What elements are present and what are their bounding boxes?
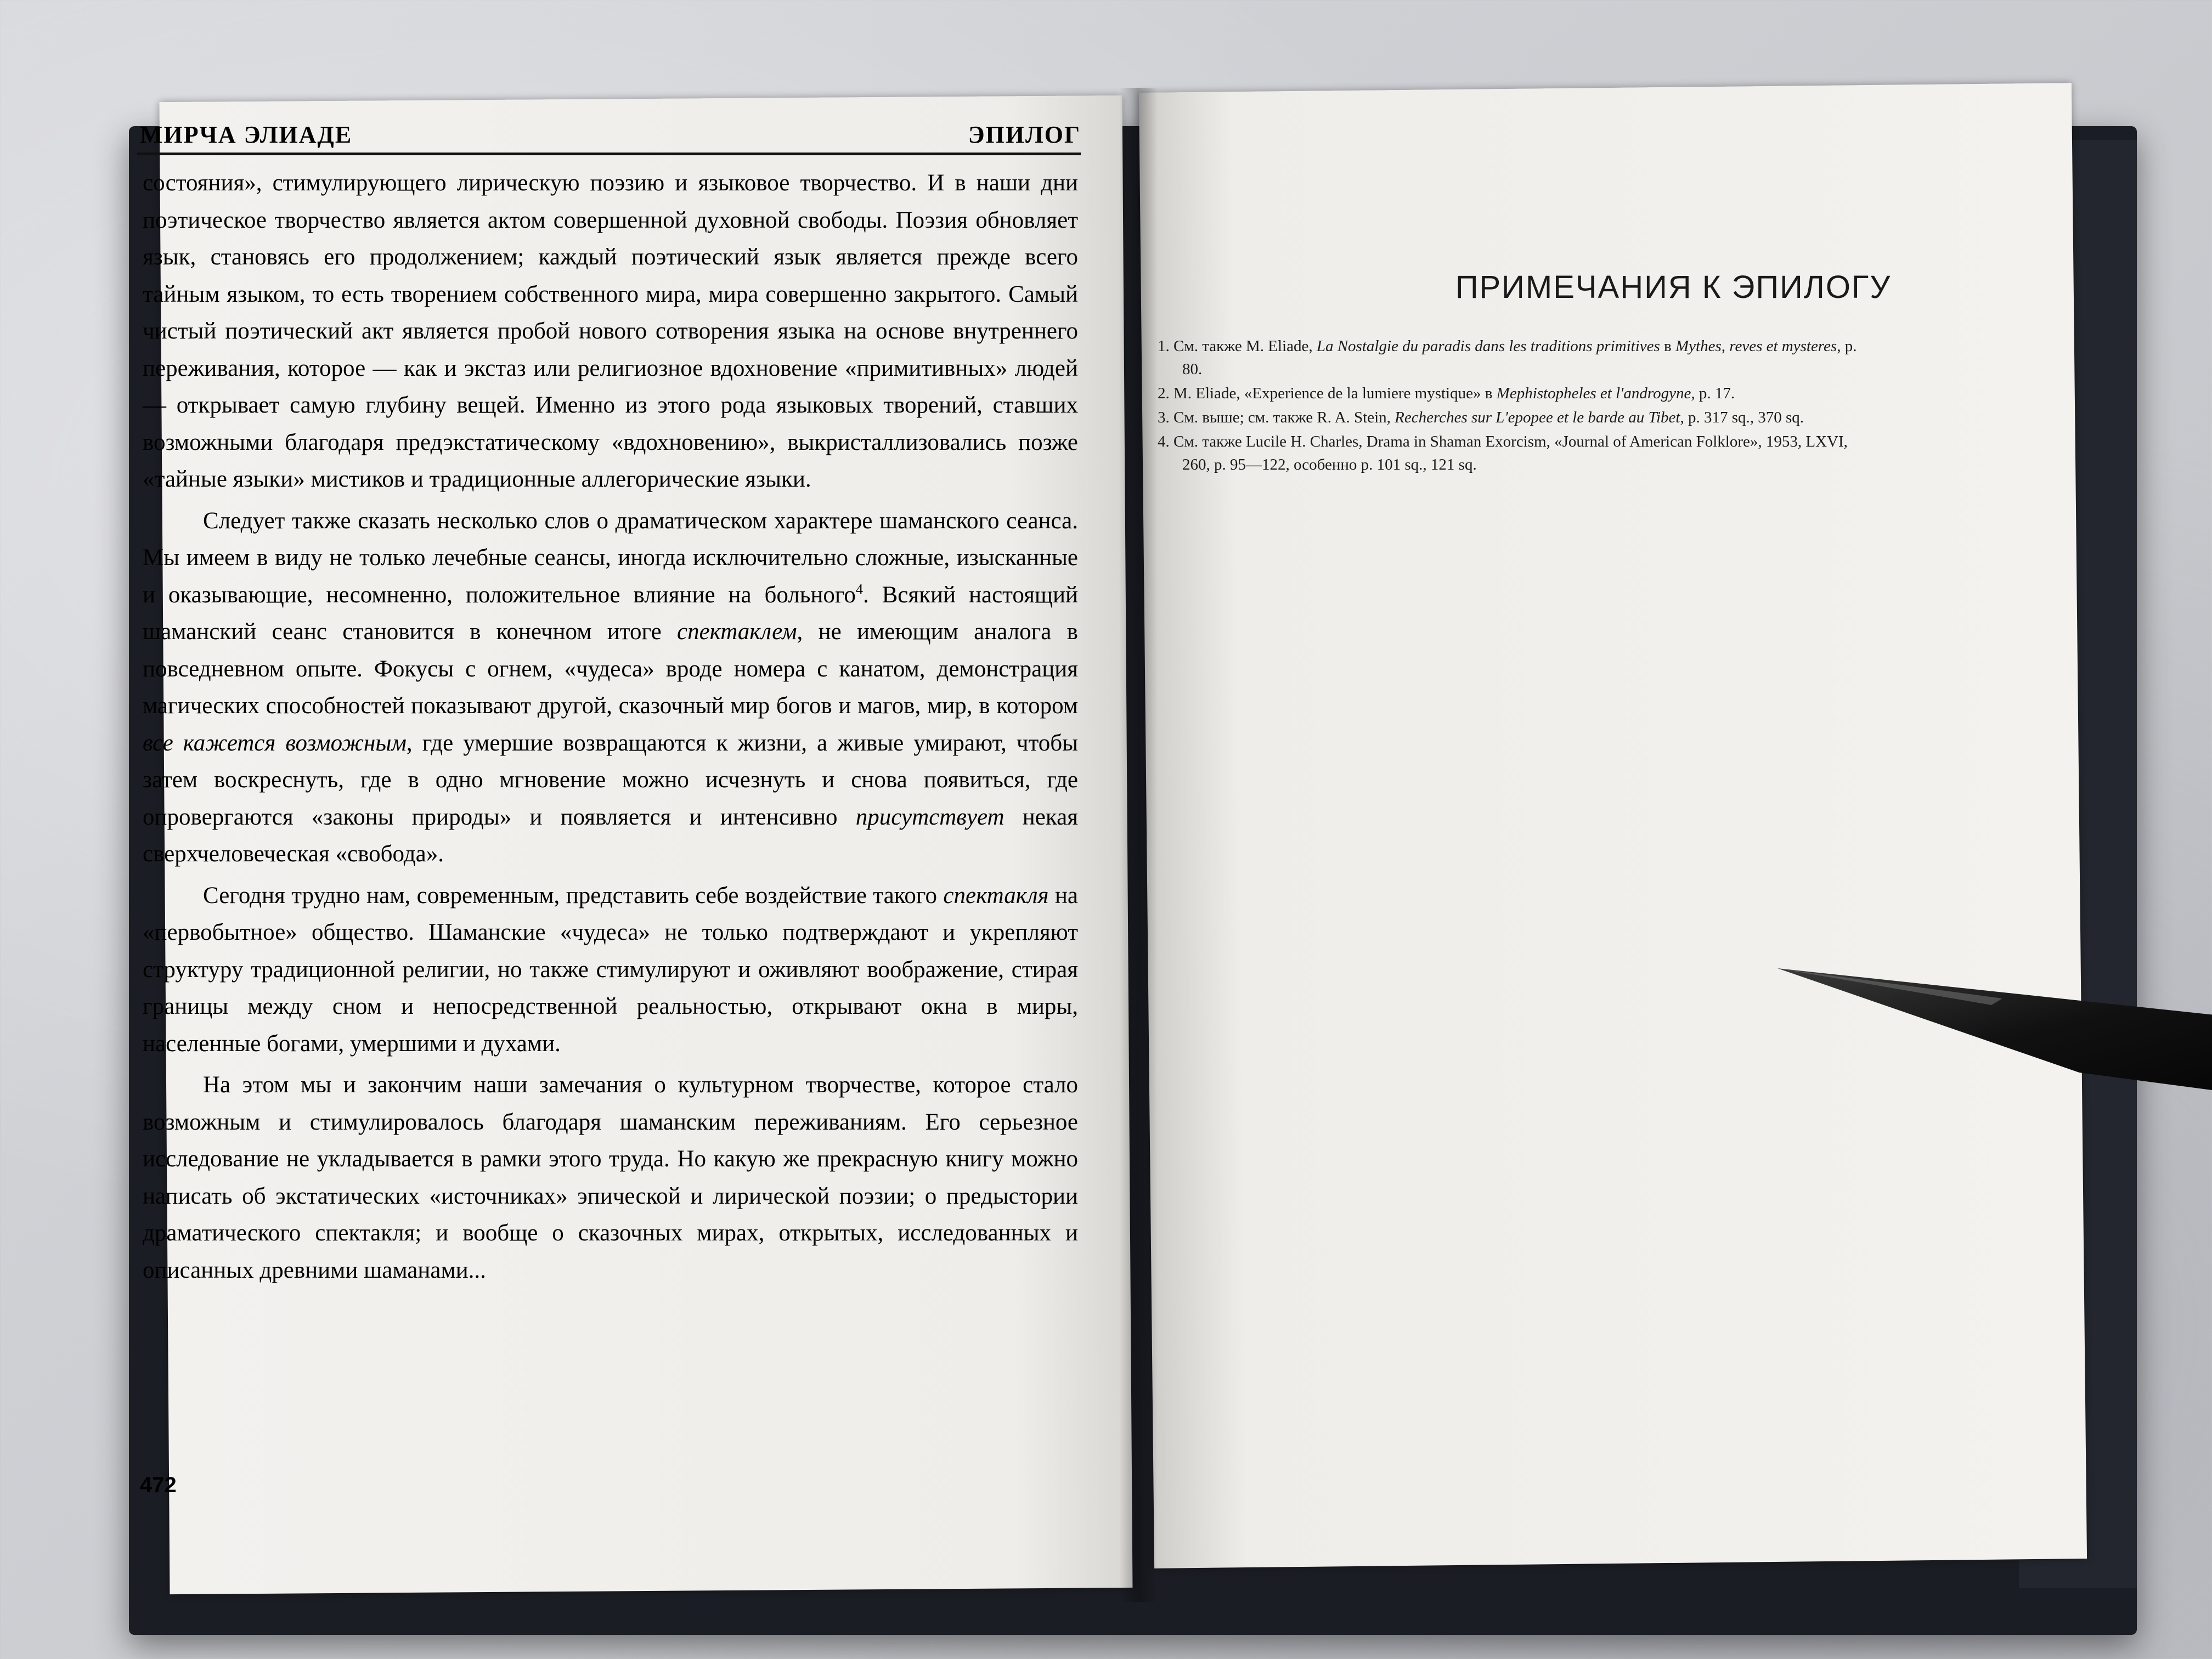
notes-title: ПРИМЕЧАНИЯ К ЭПИЛОГУ	[1455, 269, 1892, 305]
note-item	[1158, 335, 1876, 381]
paragraph-2-text: , где умершие возвращаются к жизни, а живые умирают, чтобы затем воскреснуть, где в одно мгновение можно исчезнуть и снова появиться, где опровергаются «законы природы» и появляется и интенсивно	[143, 730, 1078, 830]
note-text: , p. 17.	[1691, 385, 1735, 402]
note-emphasis: La Nostalgie du paradis dans les traditions primitives	[1316, 337, 1660, 355]
paragraph-2-text: некая сверхчеловеческая «свобода».	[143, 804, 1078, 867]
header-rule	[137, 153, 1081, 155]
note-item	[1158, 430, 1876, 476]
paragraph-2-emphasis: присутствует	[855, 804, 1005, 830]
paragraph-2-text: , не имеющим аналога в повседневном опыте. Фокусы с огнем, «чудеса» вроде номера с канатом, демонстрация магических способностей показывают другой, сказочный мир богов и магов, мир, в котором	[143, 619, 1078, 719]
pen-tip-icon	[1772, 955, 2212, 1097]
paragraph-3-emphasis: спектакля	[943, 882, 1049, 909]
running-head-section: ЭПИЛОГ	[968, 121, 1081, 148]
paragraph-2-emphasis: спектаклем	[676, 619, 797, 645]
paragraph-4: На этом мы и закончим наши замечания о культурном творчестве, которое стало возможным и стимулировалось благодаря шаманским переживаниям. Его серьезное исследование не укладывается в рамки этого труда. Но какую же прекрасную книгу можно написать об экстатических «источниках» эпической и лирической поэзии; о предыстории драматического спектакля; и вообще о сказочных мирах, открытых, исследованных и описанных древними шаманами...	[143, 1072, 1078, 1283]
running-head	[140, 121, 1081, 151]
paragraph-2-text: Следует также сказать несколько слов о драматическом характере шаманского сеанса. Мы имеем в виду не только лечебные сеансы, иногда исключительно сложные, изысканные и оказывающие, несомненно, положительное влияние на больного	[143, 507, 1078, 608]
note-item	[1158, 406, 1876, 429]
note-text: 4. См. также Lucile H. Charles, Drama in Shaman Exorcism, «Journal of American Folklore», 1953, LXVI, 260, p. 95—122, особенно p. 101 sq., 121 sq.	[1158, 433, 1848, 473]
notes-list	[1158, 335, 1876, 477]
book-gutter	[1119, 88, 1158, 1602]
note-text: , p. 80.	[1182, 337, 1857, 378]
note-text: 3. См. выше; см. также R. A. Stein,	[1158, 409, 1395, 426]
page-number: 472	[140, 1473, 177, 1497]
note-text: в	[1660, 337, 1675, 355]
paragraph-3-text: Сегодня трудно нам, современным, представить себе воздействие такого	[203, 882, 944, 909]
running-head-author: МИРЧА ЭЛИАДЕ	[140, 121, 353, 148]
paragraph-1: состояния», стимулирующего лирическую поэзию и языковое творчество. И в наши дни поэтическое творчество является актом совершенной духовной свободы. Поэзия обновляет язык, становясь его продолжением; каждый поэтический язык является прежде всего тайным языком, то есть творением собственного мира, мира совершенно закрытого. Самый чистый поэтический акт является пробой нового сотворения языка на основе внутреннего переживания, которое — как и экстаз или религиозное вдохновение «примитивных» людей — открывает самую глубину вещей. Именно из этого рода языковых творений, ставших возможными благодаря предэкстатическому «вдохновению», выкристаллизовались позже «тайные языки» мистиков и традиционные аллегорические языки.	[143, 170, 1078, 492]
note-text: 1. См. также M. Eliade,	[1158, 337, 1317, 355]
paragraph-3	[143, 877, 1078, 1063]
note-item	[1158, 382, 1876, 405]
footnote-ref: 4	[855, 581, 863, 597]
note-emphasis: Recherches sur L'epopee et le barde au Tibet	[1395, 409, 1680, 426]
note-text: 2. M. Eliade, «Experience de la lumiere mystique» в	[1158, 385, 1497, 402]
paragraph-3-text: на «первобытное» общество. Шаманские «чудеса» не только подтверждают и укрепляют структуру традиционной религии, но также стимулируют и оживляют воображение, стирая границы между сном и непосредственной реальностью, открывают окна в миры, населенные богами, умершими и духами.	[143, 882, 1078, 1057]
note-emphasis: Mephistopheles et l'androgyne	[1496, 385, 1691, 402]
paragraph-2	[143, 503, 1078, 873]
paragraph-2-emphasis: все кажется возможным	[143, 730, 407, 756]
left-page-body	[143, 165, 1078, 1289]
paragraph-2-text: . Всякий настоящий шаманский сеанс становится в конечном итоге	[143, 582, 1078, 645]
note-text: , p. 317 sq., 370 sq.	[1680, 409, 1804, 426]
note-emphasis: Mythes, reves et mysteres	[1675, 337, 1837, 355]
